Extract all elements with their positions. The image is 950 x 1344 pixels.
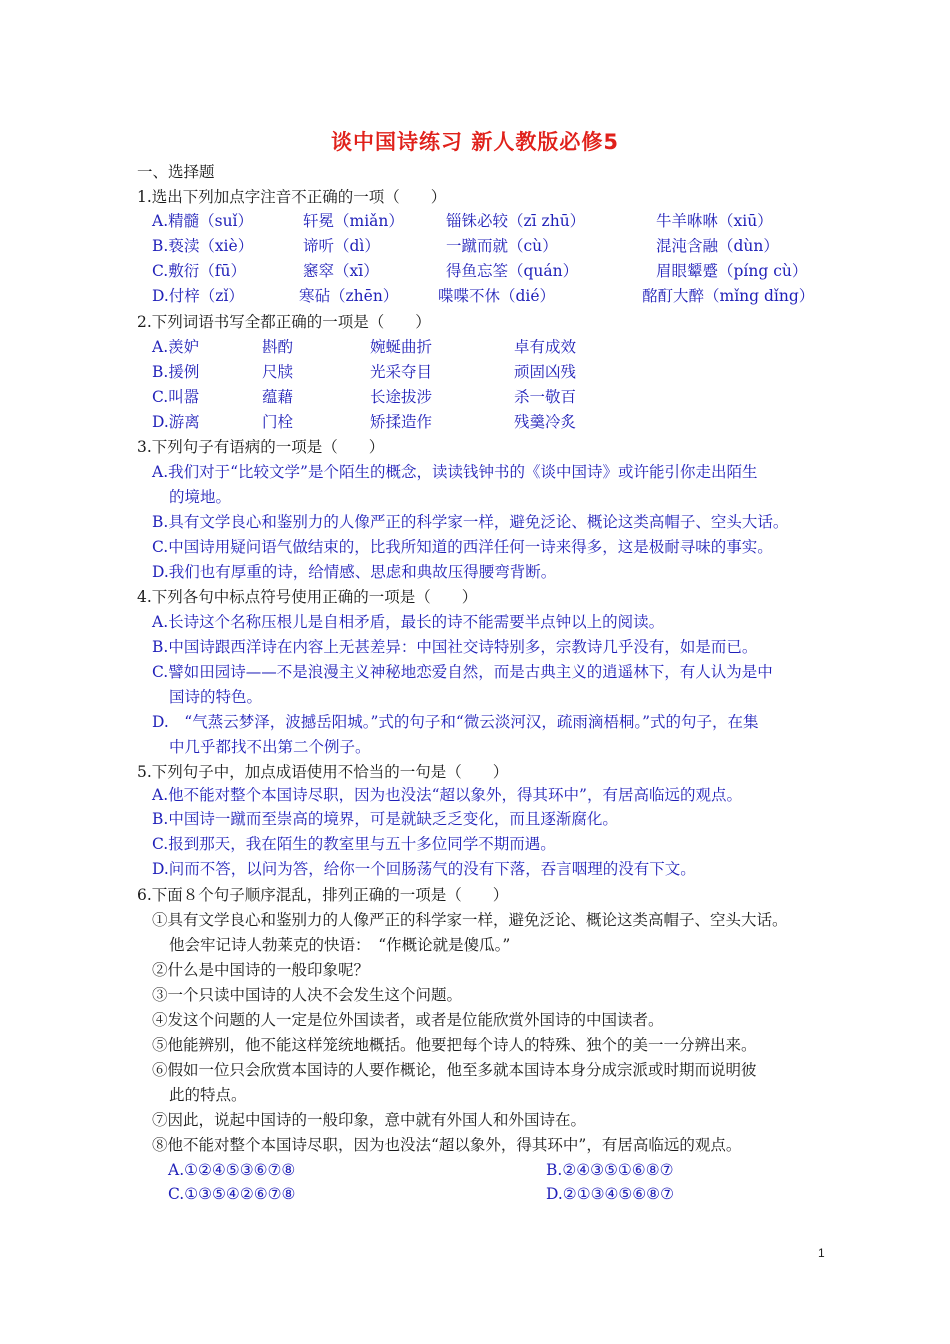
q1-d3: 喋喋不休（dié）	[438, 287, 556, 305]
q1-a1: A.精髓（suǐ）	[152, 212, 254, 230]
q1-c4: 眉眼颦蹙（píng cù）	[656, 262, 808, 280]
q2-b1: B.援例	[152, 363, 200, 381]
q2-d1: D.游离	[152, 413, 200, 431]
q3-stem: 3.下列句子有语病的一项是（ ）	[137, 438, 385, 456]
q1-stem: 1.选出下列加点字注音不正确的一项（ ）	[137, 188, 447, 206]
q4-line-2: B.中国诗跟西洋诗在内容上无甚差异：中国社交诗特别多，宗教诗几乎没有，如是而已。	[152, 638, 758, 656]
q2-d4: 残羹冷炙	[514, 413, 577, 431]
q3-line-1: A.我们对于“比较文学”是个陌生的概念，读读钱钟书的《谈中国诗》或许能引你走出陌生	[152, 463, 758, 481]
q1-a2: 轩冕（miǎn）	[303, 212, 404, 230]
q6-line-5: ④发这个问题的人一定是位外国读者，或者是位能欣赏外国诗的中国读者。	[152, 1011, 664, 1029]
q6-line-4: ③一个只读中国诗的人决不会发生这个问题。	[152, 986, 463, 1004]
q3-line-3: B.具有文学良心和鉴别力的人像严正的科学家一样，避免泛论、概论这类高帽子、空头大话。	[152, 513, 789, 531]
q1-d1: D.付梓（zǐ）	[152, 287, 244, 305]
q5-line-3: C.报到那天，我在陌生的教室里与五十多位同学不期而遇。	[152, 835, 556, 853]
q6-line-1: ①具有文学良心和鉴别力的人像严正的科学家一样，避免泛论、概论这类高帽子、空头大话。	[152, 911, 788, 929]
q4-line-1: A.长诗这个名称压根儿是自相矛盾，最长的诗不能需要半点钟以上的阅读。	[152, 613, 665, 631]
q6-line-7: ⑥假如一位只会欣赏本国诗的人要作概论，他至多就本国诗本身分成宗派或时期而说明彼	[152, 1061, 757, 1079]
q2-a4: 卓有成效	[514, 338, 577, 356]
q3-line-2: 的境地。	[169, 488, 232, 506]
q2-b2: 尺牍	[262, 363, 294, 381]
q4-line-4: 国诗的特色。	[169, 688, 263, 706]
q6-stem: 6.下面８个句子顺序混乱，排列正确的一项是（ ）	[137, 886, 509, 904]
q6-line-6: ⑤他能辨别，他不能这样笼统地概括。他要把每个诗人的特殊、独个的美一一分辨出来。	[152, 1036, 757, 1054]
q6-option-b: B.②④③⑤①⑥⑧⑦	[546, 1161, 674, 1179]
q2-c3: 长途拔涉	[370, 388, 433, 406]
q2-c2: 蕴藉	[262, 388, 294, 406]
q1-c1: C.敷衍（fū）	[152, 262, 246, 280]
q2-stem: 2.下列词语书写全都正确的一项是（ ）	[137, 313, 431, 331]
q6-option-a: A.①②④⑤③⑥⑦⑧	[168, 1161, 296, 1179]
q5-line-4: D.问而不答，以问为答，给你一个回肠荡气的没有下落，吞言咽理的没有下文。	[152, 860, 696, 878]
q5-stem: 5.下列句子中，加点成语使用不恰当的一句是（ ）	[137, 763, 509, 781]
q1-b3: 一蹴而就（cù）	[446, 237, 558, 255]
q4-line-6: 中几乎都找不出第二个例子。	[169, 738, 371, 756]
section-heading: 一、选择题	[137, 163, 215, 181]
q5-line-1: A.他不能对整个本国诗尽职，因为也没法“超以象外，得其环中”，有居高临远的观点。	[152, 786, 742, 804]
q2-d3: 矫揉造作	[370, 413, 433, 431]
q4-line-3: C.譬如田园诗——不是浪漫主义神秘地恋爱自然，而是古典主义的逍遥林下，有人认为是中	[152, 663, 773, 681]
q2-b3: 光采夺目	[370, 363, 433, 381]
q1-d4: 酩酊大醉（mǐng dǐng）	[642, 287, 815, 305]
q6-line-10: ⑧他不能对整个本国诗尽职，因为也没法“超以象外，得其环中”，有居高临远的观点。	[152, 1136, 742, 1154]
q1-b2: 谛听（dì）	[303, 237, 380, 255]
q1-c3: 得鱼忘筌（quán）	[446, 262, 579, 280]
q2-c4: 杀一敬百	[514, 388, 577, 406]
q6-line-2: 他会牢记诗人勃莱克的快语： “作概论就是傻瓜。”	[169, 936, 511, 954]
page-number: 1	[818, 1246, 825, 1260]
page-title: 谈中国诗练习 新人教版必修5	[331, 130, 619, 154]
q6-option-d: D.②①③④⑤⑥⑧⑦	[546, 1185, 674, 1203]
q1-c2: 窸窣（xī）	[303, 262, 379, 280]
q3-line-5: D.我们也有厚重的诗，给情感、思虑和典故压得腰弯背断。	[152, 563, 557, 581]
q4-stem: 4.下列各句中标点符号使用正确的一项是（ ）	[137, 588, 478, 606]
q6-line-9: ⑦因此，说起中国诗的一般印象，意中就有外国人和外国诗在。	[152, 1111, 587, 1129]
q6-option-c: C.①③⑤④②⑥⑦⑧	[168, 1185, 296, 1203]
q2-a1: A.羡妒	[152, 338, 200, 356]
q1-a4: 牛羊咻咻（xiū）	[656, 212, 773, 230]
q5-line-2: B.中国诗一蹴而至崇高的境界，可是就缺乏乏变化，而且逐渐腐化。	[152, 810, 618, 828]
q6-line-3: ②什么是中国诗的一般印象呢？	[152, 961, 370, 979]
q4-line-5: D. “气蒸云梦泽，波撼岳阳城。”式的句子和“微云淡河汉，疏雨滴梧桐。”式的句子，在集	[152, 713, 759, 731]
q1-d2: 寒砧（zhēn）	[299, 287, 399, 305]
q2-c1: C.叫嚣	[152, 388, 200, 406]
q2-a2: 斟酌	[262, 338, 294, 356]
q1-b1: B.亵渎（xiè）	[152, 237, 254, 255]
q2-b4: 顽固凶残	[514, 363, 577, 381]
q6-line-8: 此的特点。	[169, 1086, 247, 1104]
q1-b4: 混沌含融（dùn）	[656, 237, 779, 255]
q2-d2: 门栓	[262, 413, 294, 431]
q2-a3: 婉蜒曲折	[370, 338, 433, 356]
q1-a3: 锱铢必较（zī zhū）	[446, 212, 586, 230]
q3-line-4: C.中国诗用疑问语气做结束的，比我所知道的西洋任何一诗来得多，这是极耐寻味的事实。	[152, 538, 773, 556]
